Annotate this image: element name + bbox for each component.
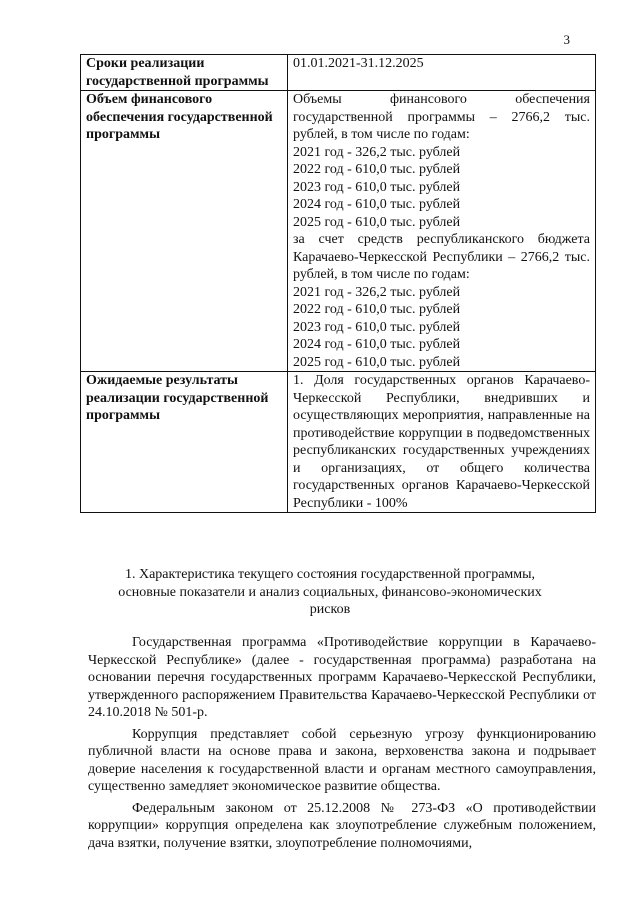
row-value-implementation-period — [288, 55, 596, 91]
program-passport-table — [80, 54, 596, 513]
value-line: 2022 год - 610,0 тыс. рублей — [293, 302, 461, 317]
page-number: 3 — [563, 32, 570, 47]
value-line: 2024 год - 610,0 тыс. рублей — [293, 197, 461, 212]
section-heading: 1. Характеристика текущего состояния государственной программы, основные показатели и анализ социальных, финансово-экономических рисков — [118, 567, 542, 617]
value-line: 2023 год - 610,0 тыс. рублей — [293, 319, 461, 335]
row-label-implementation-period: Сроки реализации государственной программы — [81, 55, 288, 91]
table-row — [81, 372, 596, 513]
value-line: 2023 год - 610,0 тыс. рублей — [293, 179, 461, 195]
table-row — [81, 55, 596, 91]
value-line: 2021 год - 326,2 тыс. рублей — [293, 284, 461, 300]
value-line: 1. Доля государственных органов Карачаево-Черкесской Республики, внедривших и осуществляющих мероприятия, направленные на противодействие коррупции в подведомственных республиканских государственных учреждениях и организациях, от общего количества государственных органов Карачаево-Черкесской Республики - 100% — [293, 373, 590, 511]
body-text — [88, 634, 596, 856]
row-value-financing-volume — [288, 91, 596, 372]
value-line: 2021 год - 326,2 тыс. рублей — [293, 144, 461, 160]
row-label-financing-volume: Объем финансового обеспечения государственной программы — [81, 91, 288, 372]
table-row — [81, 91, 596, 372]
value-line: 2024 год - 610,0 тыс. рублей — [293, 337, 461, 352]
value-line: 01.01.2021-31.12.2025 — [293, 56, 424, 71]
value-line: 2022 год - 610,0 тыс. рублей — [293, 162, 461, 177]
row-label-expected-results: Ожидаемые результаты реализации государственной программы — [81, 372, 288, 513]
value-line: Объемы финансового обеспечения государственной программы – 2766,2 тыс. рублей, в том числе по годам: — [293, 92, 590, 142]
value-line: 2025 год - 610,0 тыс. рублей — [293, 214, 461, 230]
row-value-expected-results — [288, 372, 596, 513]
paragraph: Федеральным законом от 25.12.2008 № 273-ФЗ «О противодействии коррупции» коррупция определена как злоупотребление служебным положением, дача взятки, получение взятки, злоупотребление полномочиями, — [88, 800, 596, 851]
value-line: 2025 год - 610,0 тыс. рублей — [293, 354, 461, 370]
paragraph: Государственная программа «Противодействие коррупции в Карачаево-Черкесской Республике» (далее - государственная программа) разработана на основании перечня государственных программ Карачаево-Черкесской Республики, утвержденного распоряжением Правительства Карачаево-Черкесской Республики от 24.10.2018 № 501-р. — [88, 635, 596, 720]
value-line: за счет средств республиканского бюджета Карачаево-Черкесской Республики – 2766,2 тыс. рублей, в том числе по годам: — [293, 232, 590, 282]
paragraph: Коррупция представляет собой серьезную угрозу функционированию публичной власти на основе права и закона, верховенства закона и подрывает доверие населения к государственной власти и органам местного самоуправления, существенно замедляет экономическое развитие общества. — [88, 726, 596, 794]
